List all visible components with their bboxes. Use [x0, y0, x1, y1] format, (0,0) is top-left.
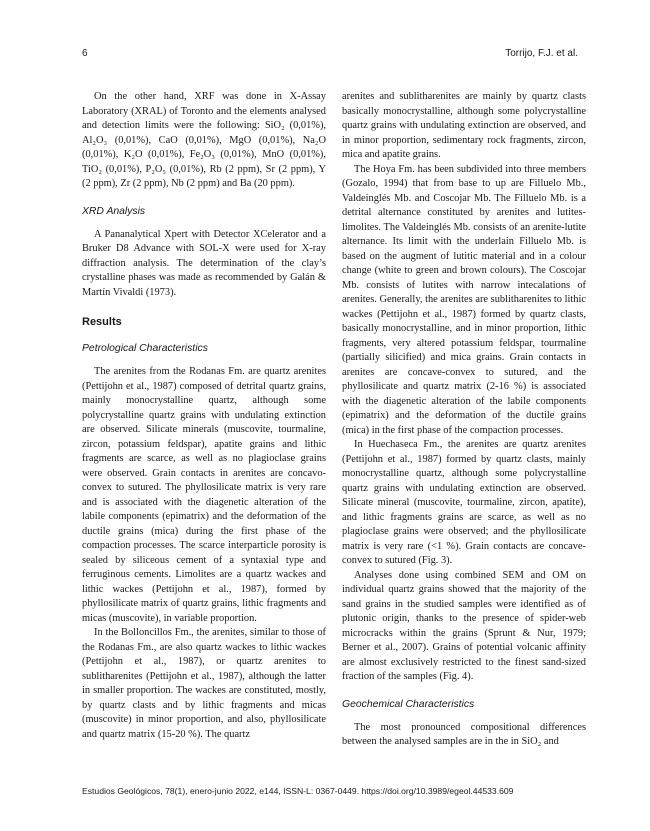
petrological-heading: Petrological Characteristics	[82, 343, 208, 354]
rodanas-paragraph: The arenites from the Rodanas Fm. are quartz arenites (Pettijohn et al., 1987) composed of detrital quartz grains, mainly monocrystalline quartz, although some polycrystalline quartz grains with undulating extinction are observed. Silicate minerals (muscovite, tourmaline, zircon, potassium feldspar), apatite grains and lithic fragments are scarce, as well as no plagioclase grains were observed. Grain contacts in arenites are concavo-convex to sutured. The phyllosilicate matrix is very rare and is associated with the diagenetic alteration of the labile components (epimatrix) and the deformation of the ductile grains (mica) during the first phase of the compaction processes. The scarce interparticle porosity is sealed by siliceous cement of a syntaxial type and ferruginous cements. Limolites are a quartz wackes and lithic wackes (Pettijohn et al., 1987), formed by phyllosilicate matrix of quartz grains, lithic fragments and micas (muscovite), in variable proportion.	[82, 366, 326, 624]
left-column	[82, 90, 326, 742]
geochemical-heading: Geochemical Characteristics	[342, 698, 475, 710]
huechaseca-paragraph: In Huechaseca Fm., the arenites are quartz arenites (Pettijohn et al., 1987) formed by quartz clasts, mainly monocrystalline quartz, although some polycrystalline quartz grains with undulating extinction are observed. Silicate mineral (muscovite, tourmaline, zircon, apatite), and lithic fragments grains are scarce, as well as no plagioclase grains were observed; and the phyllosilicate matrix is very rare (<1 %). Grain contacts are concave-convex to sutured (Fig. 3).	[342, 439, 586, 566]
xrd-paragraph: A Pananalytical Xpert with Detector XCelerator and a Bruker D8 Advance with SOL-X were used for X-ray diffraction analysis. The determination of the clay’s crystalline phases was made as recommended by Galán & Martín Vivaldi (1973).	[82, 228, 326, 298]
xrf-paragraph: On the other hand, XRF was done in X-Assay Laboratory (XRAL) of Toronto and the elements analysed and detection limits were the following: SiO₂ (0,01%), Al₂O₃ (0,01%), CaO (0,01%), MgO (0,01%), Na₂O (0,01%), K₂O (0,01%), Fe₂O₃ (0,01%), MnO (0,01%), TiO₂ (0,01%), P₂O₅ (0,01%), Rb (2 ppm), Sr (2 ppm), Y (2 ppm), Zr (2 ppm), Nb (2 ppm) and Ba (20 ppm).	[82, 91, 326, 189]
bolloncillos-paragraph: In the Bolloncillos Fm., the arenites, similar to those of the Rodanas Fm., are also quartz wackes to lithic wackes (Pettijohn et al., 1987), or quartz arenites to sublitharenites (Pettijohn et al., 1987), although the latter in smaller proportion. The wackes are constituted, mostly, by quartz clasts and by lithic fragments and micas (muscovite) in minor proportion, and also, phyllosilicate and quartz matrix (15-20 %). The quartz	[82, 627, 326, 740]
geochemical-paragraph: The most pronounced compositional differences between the analysed samples are in the in SiO₂ and	[342, 721, 586, 747]
results-heading: Results	[82, 316, 122, 328]
xrd-heading: XRD Analysis	[82, 205, 146, 217]
right-column	[342, 90, 586, 750]
continuation-paragraph: arenites and sublitharenites are mainly by quartz clasts basically monocrystalline, although some polycrystalline quartz grains with undulating extinction are observed, and in minor proportion, sedimentary rock fragments, zircon, mica and apatite grains.	[342, 91, 586, 160]
sem-paragraph: Analyses done using combined SEM and OM on individual quartz grains showed that the majority of the sand grains in the studied samples were identified as of plutonic origin, thanks to the presence of spider-web microcracks within the grains (Sprunt & Nur, 1979; Berner et al., 2007). Grains of potential volcanic affinity are almost exclusively restricted to the finest sand-sized fraction of the samples (Fig. 4).	[342, 569, 586, 682]
hoya-paragraph: The Hoya Fm. has been subdivided into three members (Gozalo, 1994) that from base to up are Filluelo Mb., Valdeinglés Mb. and Coscojar Mb. The Filluelo Mb. is a detrital alternance constituted by arenites and lutites-limolites. The Valdeinglés Mb. consists of an arenite-lutite alternance. Its limit with the underlain Filluelo Mb. is based on the augment of lutitic material and in a colour change (white to green and brown colours). The Coscojar Mb. consists of lutites with narrow intecalations of arenites. Generally, the arenites are sublitharenites to lithic wackes (Pettijohn et al., 1987) formed by quartz clasts, basically monocrystalline, and in minor proportion, lithic fragments, very altered potassium feldspar, tourmaline (partially silicified) and mica grains. Grain contacts in arenites are concave-convex to sutured, and the phyllosilicate and quartz matrix (2-16 %) is associated with the diagenetic alteration of the labile components (epimatrix) and the deformation of the ductile grains (mica) in the first phase of the compaction processes.	[342, 163, 586, 436]
footer-citation: Estudios Geológicos, 78(1), enero-junio 2022, e144, ISSN-L: 0367-0449. https://doi.org/10.3989/egeol.44533.609	[82, 786, 514, 796]
page-number: 6	[82, 48, 88, 59]
running-author: Torrijo, F.J. et al.	[505, 48, 578, 59]
